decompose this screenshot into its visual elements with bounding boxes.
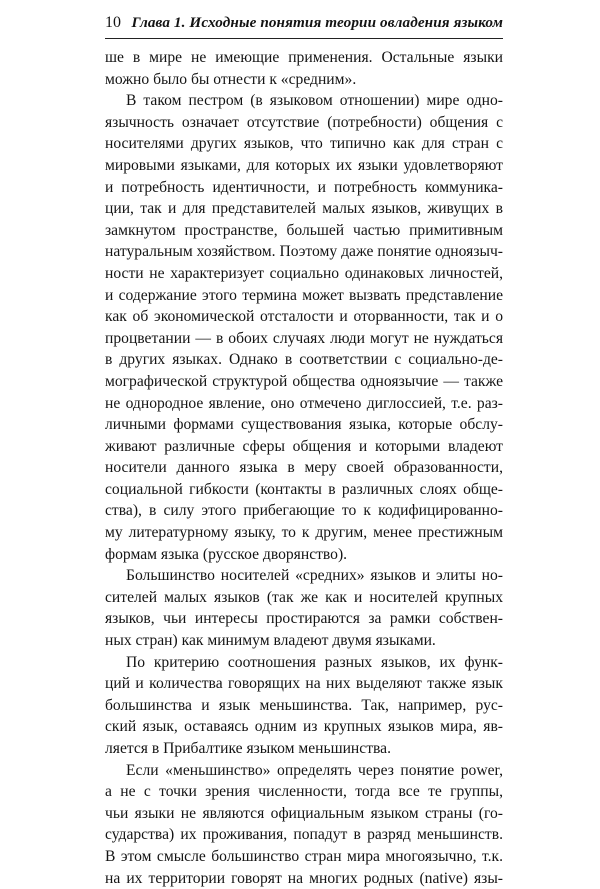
text-line: живают различные сферы общения и которыми владеют	[105, 437, 503, 455]
text-line: язычность означает отсутствие (потребности) общения с	[105, 113, 503, 131]
paragraph	[105, 760, 503, 889]
text-line: По критерию соотношения разных языков, их функ-	[126, 653, 503, 671]
text-line: ше в мире не имеющие применения. Остальные языки	[105, 49, 503, 66]
text-line: ции, так и для представителей малых языков, живущих в	[105, 200, 503, 218]
paragraph	[105, 652, 503, 760]
paragraph	[105, 565, 503, 651]
text-line: формам языка (русское дворянство).	[105, 545, 348, 563]
text-line: и потребность идентичности, и потребность коммуника-	[105, 178, 503, 196]
text-line: ности не характеризует социально одинаковых личностей,	[105, 264, 503, 282]
text-line: замкнутом пространстве, большей частью примитивным	[105, 221, 503, 239]
text-line: мировыми языками, для которых их языки удовлетворяют	[105, 156, 503, 174]
text-line: на их территории говорят на многих родных (native) язы-	[105, 869, 503, 887]
text-line: в других языках. Однако в соответствии с социально-де-	[105, 351, 503, 369]
text-line: мографической структурой общества одноязычие — также	[105, 372, 503, 390]
text-line: социальной гибкости (контакты в различных слоях обще-	[105, 480, 503, 498]
text-line: ляется в Прибалтике языком меньшинства.	[105, 740, 391, 757]
text-line: натуральным хозяйством. Поэтому даже понятие одноязыч-	[105, 243, 503, 261]
text-line: Если «меньшинство» определять через понятие power,	[126, 761, 503, 779]
book-page	[105, 14, 503, 889]
text-line: языков, чьи интересы простираются за рамки собствен-	[105, 610, 503, 628]
text-line: можно было бы отнести к «средним».	[105, 70, 357, 88]
text-line: сударства) их проживания, попадут в разряд меньшинств.	[105, 826, 503, 844]
paragraph	[105, 47, 503, 90]
text-line: ства), в силу этого прибегающие то к кодифицированно-	[105, 502, 503, 520]
text-line: му литературному языку, то к другим, менее престижным	[105, 524, 503, 542]
body-text	[105, 47, 503, 889]
text-line: носители данного языка в меру своей образованности,	[105, 459, 503, 477]
text-line: и содержание этого термина может вызвать представление	[105, 286, 503, 304]
text-line: процветании — в обоих случаях люди могут не нуждаться	[105, 329, 503, 347]
text-line: В этом смысле большинство стран мира многоязычно, т.к.	[105, 847, 503, 865]
page-number: 10	[105, 14, 121, 31]
text-line: Большинство носителей «средних» языков и элиты но-	[126, 567, 503, 585]
text-line: личными формами существования языка, которые обслу-	[105, 416, 503, 434]
text-line: как об экономической отсталости и оторванности, так и о	[105, 308, 503, 326]
text-line: сителей малых языков (так же как и носителей крупных	[105, 588, 503, 606]
text-line: большинства и язык меньшинства. Так, например, рус-	[105, 696, 503, 714]
text-line: чьи языки не являются официальным языком страны (го-	[105, 804, 503, 822]
paragraph	[105, 90, 503, 565]
text-line: ский язык, оставаясь одним из крупных языков мира, яв-	[105, 718, 503, 736]
text-line: ций и количества говорящих на них выделяют также язык	[105, 675, 503, 693]
text-line: В таком пестром (в языковом отношении) мире одно-	[126, 92, 503, 110]
text-line: носителями других языков, что типично как для стран с	[105, 135, 503, 153]
text-line: не однородное явление, оно отмечено диглоссией, т.е. раз-	[105, 394, 503, 412]
chapter-title: Глава 1. Исходные понятия теории овладения языком	[131, 14, 503, 31]
text-line: ных стран) как минимум владеют двумя языками.	[105, 632, 436, 650]
running-head	[105, 14, 503, 39]
text-line: а не с точки зрения численности, тогда все те группы,	[105, 783, 503, 801]
